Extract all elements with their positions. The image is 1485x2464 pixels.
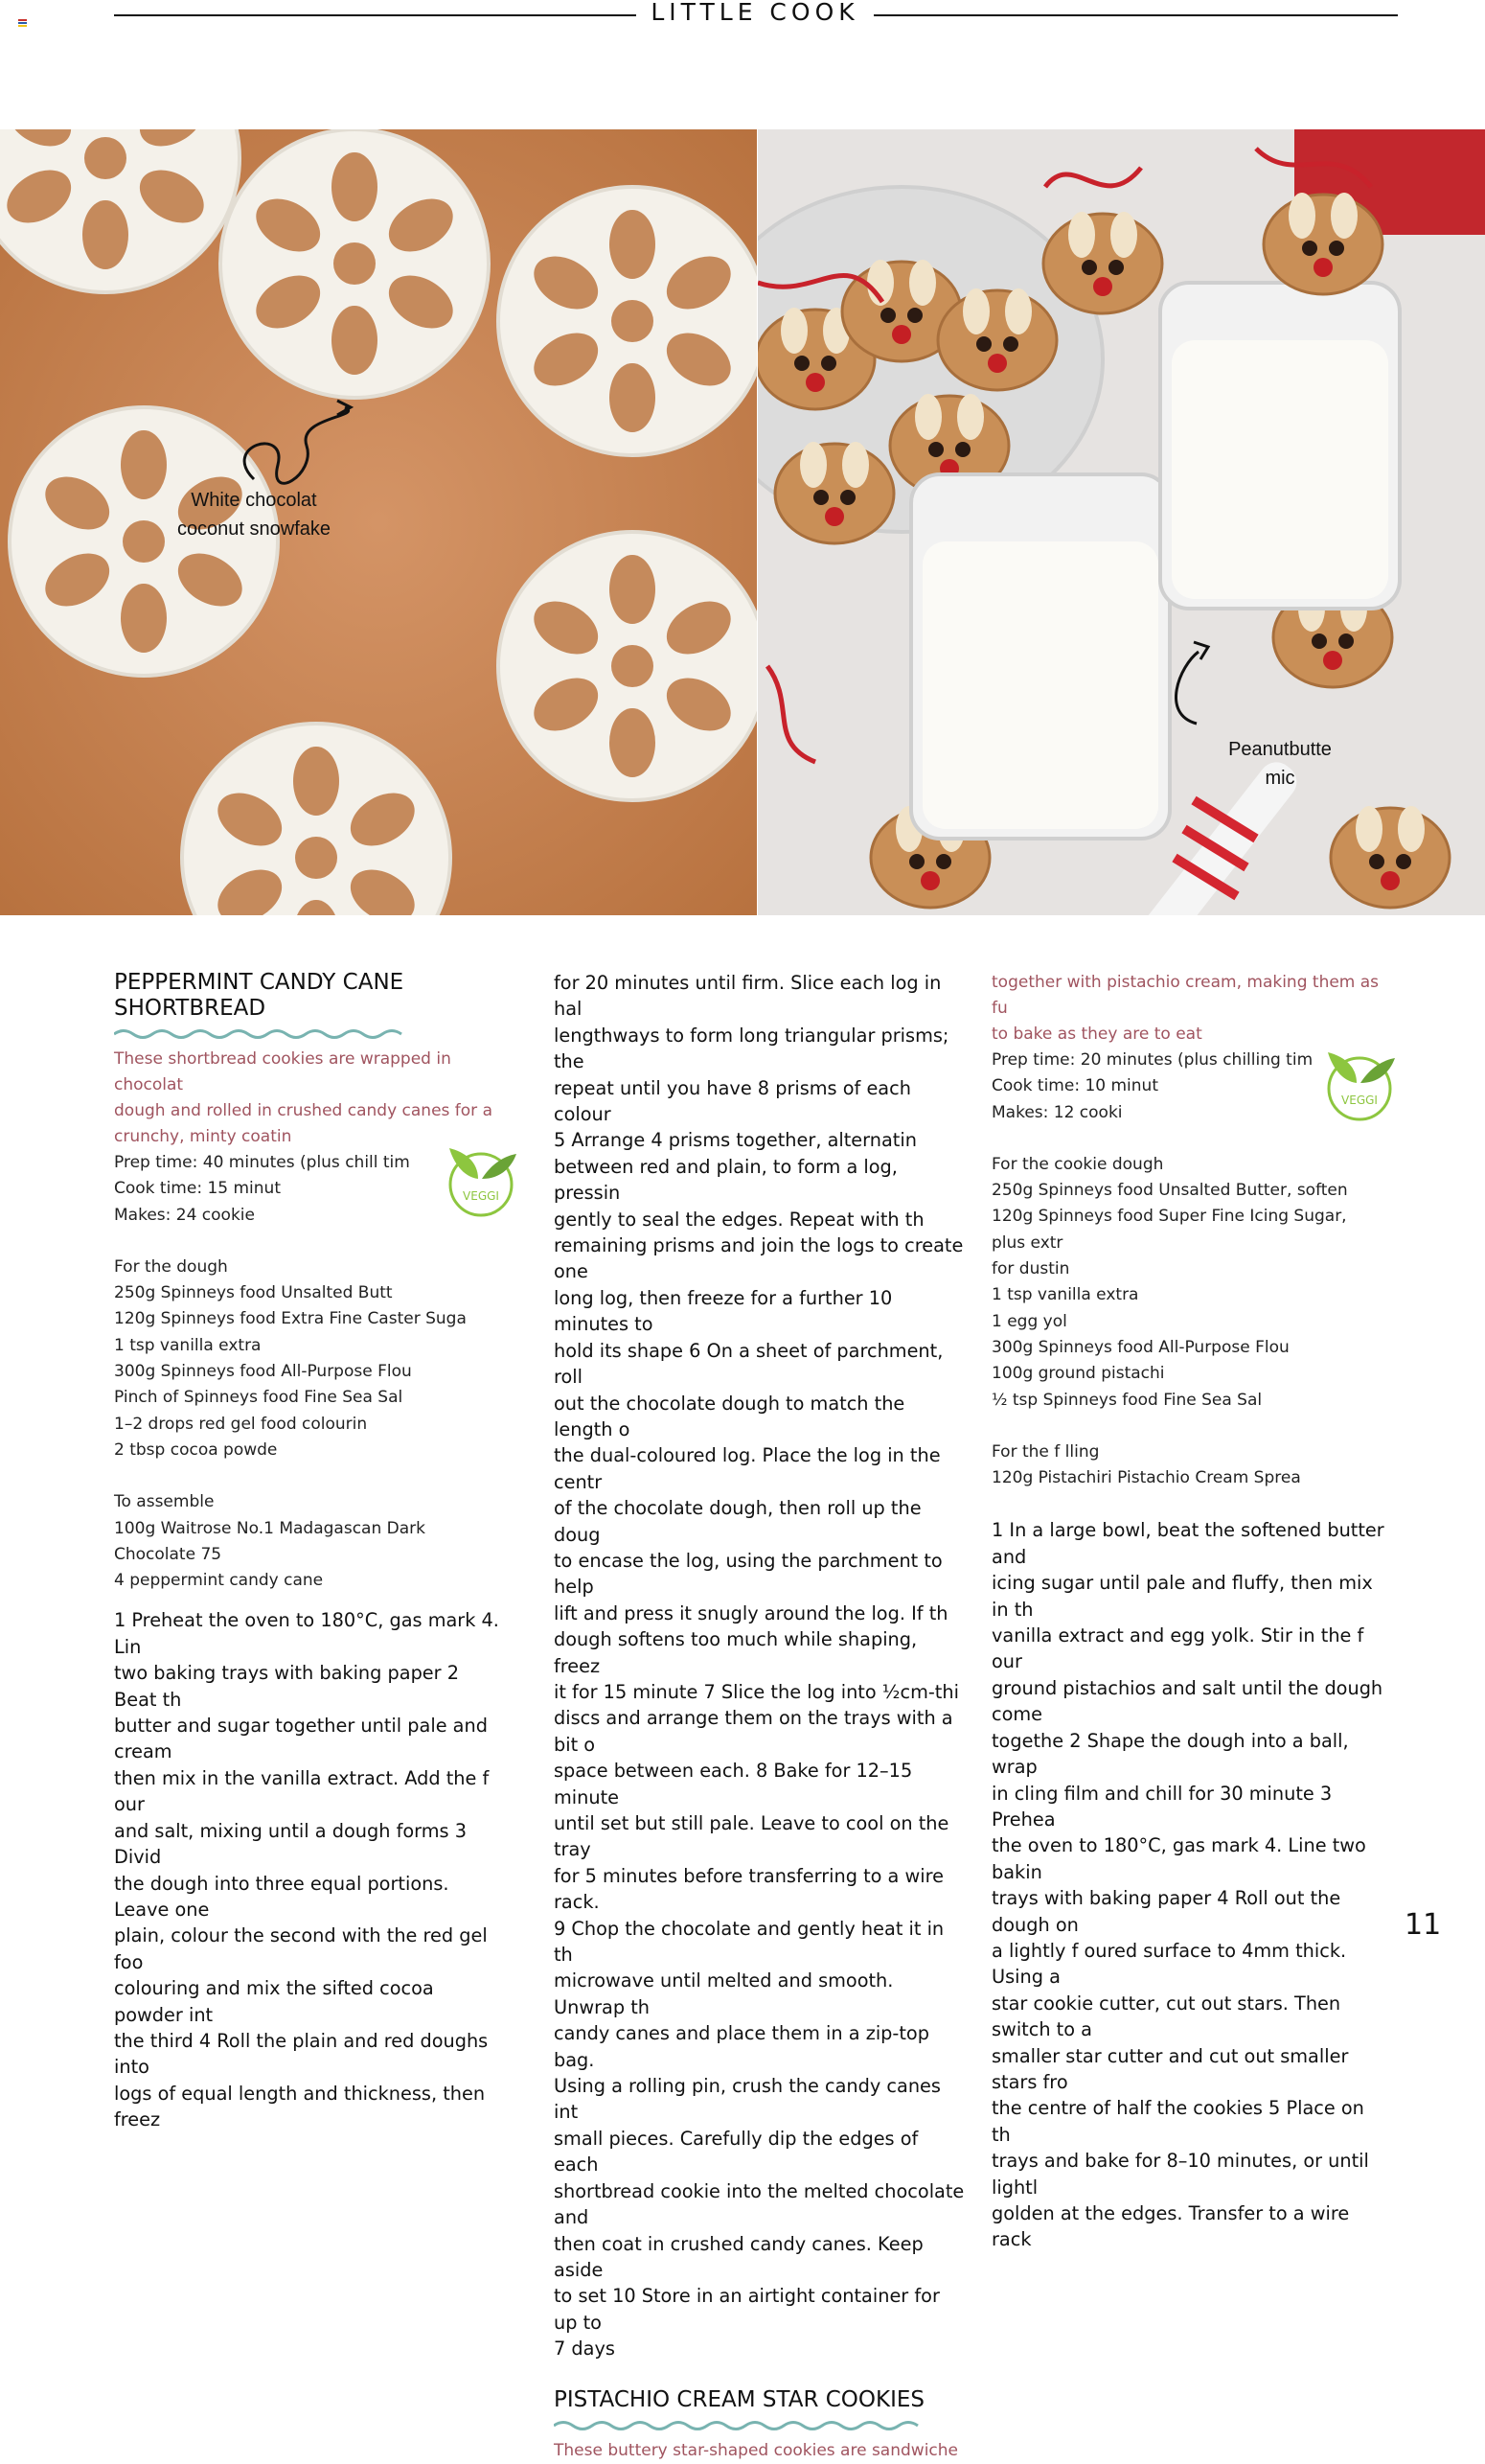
method-line: and salt, mixing until a dough forms 3 Divid — [114, 1819, 467, 1869]
method-line: Using a rolling pin, crush the candy canes int — [554, 2075, 941, 2124]
method-line: the third 4 Roll the plain and red doughs into — [114, 2029, 489, 2079]
magazine-section-title: LITTLE COOK — [651, 0, 859, 26]
snowflake-caption — [144, 486, 364, 543]
method-line: space between each. 8 Bake for 12–15 minute — [554, 1760, 913, 1808]
method-line: the oven to 180°C, gas mark 4. Line two bakin — [992, 1834, 1366, 1883]
method-line: then mix in the vanilla extract. Add the f our — [114, 1766, 490, 1816]
method-line: 1 In a large bowl, beat the softened butter and — [992, 1519, 1384, 1568]
recipe-intro-pistachio: These buttery star-shaped cookies are sandwiche — [554, 2440, 958, 2460]
page-number: 11 — [1405, 1908, 1442, 1942]
ingredients-assemble — [114, 1489, 507, 1594]
cook-time: Cook time: 15 minut — [114, 1179, 281, 1199]
ingredient: 1–2 drops red gel food colourin — [114, 1414, 368, 1434]
method-line: gently to seal the edges. Repeat with th — [554, 1208, 925, 1231]
caption-line: Peanutbutte — [1228, 739, 1332, 760]
wave-divider — [554, 2419, 927, 2432]
ingredient: 100g ground pistachi — [992, 1364, 1165, 1384]
ingredient: 300g Spinneys food All-Purpose Flou — [114, 1362, 412, 1382]
ingredient-heading: For the dough — [114, 1256, 228, 1277]
mice-caption — [1189, 735, 1371, 793]
method-line: out the chocolate dough to match the length o — [554, 1392, 905, 1440]
veggi-label: VEGGI — [463, 1189, 499, 1203]
method-line: smaller star cutter and cut out smaller stars fro — [992, 2044, 1349, 2093]
caption-line: White chocolat — [191, 490, 317, 511]
column-2 — [554, 970, 966, 2464]
method-line: dough softens too much while shaping, freez — [554, 1628, 918, 1677]
method-line: a lightly f oured surface to 4mm thick. Using a — [992, 1939, 1347, 1989]
ingredient: 1 egg yol — [992, 1311, 1067, 1331]
intro-line: crunchy, minty coatin — [114, 1127, 292, 1146]
ingredients-dough — [114, 1255, 507, 1463]
ingredient-heading: For the cookie dough — [992, 1154, 1164, 1174]
method-line: two baking trays with baking paper 2 Beat th — [114, 1662, 459, 1711]
ingredients-cookie-dough — [992, 1152, 1384, 1414]
method-line: ground pistachios and salt until the dough come — [992, 1676, 1383, 1726]
method-text-continued — [554, 970, 966, 2362]
ingredient: 100g Waitrose No.1 Madagascan Dark Chocolate 75 — [114, 1518, 425, 1564]
page-header — [0, 0, 1485, 38]
method-line: candy canes and place them in a zip-top bag. — [554, 2022, 929, 2071]
photo-peanut-butter-mice — [758, 129, 1485, 915]
header-rule-right — [874, 14, 1398, 16]
method-text-pistachio — [992, 1517, 1384, 2252]
caption-line: coconut snowfake — [176, 518, 331, 540]
method-line: small pieces. Carefully dip the edges of each — [554, 2127, 919, 2176]
flag-icon — [18, 19, 27, 27]
snowflake-illustration — [0, 129, 757, 915]
method-line: trays and bake for 8–10 minutes, or until lightl — [992, 2150, 1369, 2199]
ingredients-filling — [992, 1439, 1384, 1492]
photo-snowflake-cookies — [0, 129, 757, 915]
ingredient-heading: To assemble — [114, 1492, 215, 1512]
method-line: in cling film and chill for 30 minute 3 Prehea — [992, 1782, 1333, 1831]
method-line: microwave until melted and smooth. Unwrap th — [554, 1969, 894, 2018]
method-line: lengthways to form long triangular prisms; the — [554, 1024, 949, 1073]
title-line: PEPPERMINT CANDY CANE — [114, 970, 404, 995]
column-3 — [992, 970, 1384, 2253]
method-line: the dual-coloured log. Place the log in the centr — [554, 1444, 941, 1493]
recipe-title-pistachio: PISTACHIO CREAM STAR COOKIES — [554, 2386, 925, 2412]
ingredient: Pinch of Spinneys food Fine Sea Sal — [114, 1388, 403, 1408]
ingredient: 120g Spinneys food Super Fine Icing Sugar, plus extr — [992, 1207, 1347, 1253]
method-line: the dough into three equal portions. Leave one — [114, 1872, 449, 1921]
method-line: star cookie cutter, cut out stars. Then switch to a — [992, 1992, 1341, 2041]
ingredient: 1 tsp vanilla extra — [992, 1285, 1139, 1305]
ingredient: for dustin — [992, 1259, 1070, 1279]
intro-line: to bake as they are to eat — [992, 1025, 1202, 1044]
method-line: to encase the log, using the parchment to help — [554, 1549, 943, 1599]
method-line: golden at the edges. Transfer to a wire rack — [992, 2202, 1350, 2251]
method-line: long log, then freeze for a further 10 minutes to — [554, 1286, 893, 1336]
method-line: plain, colour the second with the red gel foo — [114, 1924, 488, 1973]
recipe-title — [114, 970, 507, 1022]
makes: Makes: 24 cookie — [114, 1205, 255, 1225]
recipe-intro — [114, 1047, 507, 1150]
intro-line: These shortbread cookies are wrapped in chocolat — [114, 1049, 451, 1094]
method-line: until set but still pale. Leave to cool on the tray — [554, 1812, 949, 1861]
method-text — [114, 1607, 507, 2132]
intro-line: dough and rolled in crushed candy canes for a — [114, 1101, 492, 1120]
veggi-label: VEGGI — [1341, 1094, 1378, 1107]
recipe-intro-continued — [992, 970, 1384, 1048]
ingredient: 1 tsp vanilla extra — [114, 1335, 262, 1355]
method-line: colouring and mix the sifted cocoa powder int — [114, 1977, 434, 2026]
title-line: SHORTBREAD — [114, 996, 266, 1021]
method-line: vanilla extract and egg yolk. Stir in the f our — [992, 1624, 1364, 1673]
method-line: shortbread cookie into the melted chocolate and — [554, 2179, 965, 2229]
cook-time: Cook time: 10 minut — [992, 1076, 1158, 1096]
method-line: to set 10 Store in an airtight container for up to — [554, 2285, 940, 2334]
method-line: remaining prisms and join the logs to create one — [554, 1234, 964, 1283]
veggi-badge — [1322, 1045, 1397, 1121]
method-line: trays with baking paper 4 Roll out the dough on — [992, 1887, 1341, 1936]
method-line: togethe 2 Shape the dough into a ball, wrap — [992, 1729, 1349, 1779]
prep-time: Prep time: 40 minutes (plus chill tim — [114, 1153, 410, 1172]
method-line: logs of equal length and thickness, then freez — [114, 2082, 486, 2131]
method-line: lift and press it snugly around the log. If th — [554, 1601, 948, 1624]
caption-line: mic — [1265, 768, 1295, 789]
method-line: hold its shape 6 On a sheet of parchment, roll — [554, 1339, 944, 1389]
method-line: discs and arrange them on the trays with a bit o — [554, 1707, 953, 1756]
ingredient: 250g Spinneys food Unsalted Butt — [114, 1283, 393, 1303]
ingredient: 2 tbsp cocoa powde — [114, 1439, 278, 1460]
method-line: for 5 minutes before transferring to a wire rack. — [554, 1864, 944, 1914]
method-line: butter and sugar together until pale and cream — [114, 1715, 488, 1763]
method-line: icing sugar until pale and fluffy, then mix in th — [992, 1572, 1373, 1621]
method-line: the centre of half the cookies 5 Place on th — [992, 2097, 1364, 2146]
veggi-badge — [444, 1140, 518, 1217]
wave-divider — [114, 1027, 411, 1041]
makes: Makes: 12 cooki — [992, 1102, 1123, 1122]
ingredient: 120g Pistachiri Pistachio Cream Sprea — [992, 1468, 1301, 1488]
ingredient: ½ tsp Spinneys food Fine Sea Sal — [992, 1390, 1263, 1410]
method-line: repeat until you have 8 prisms of each colour — [554, 1076, 911, 1126]
ingredient: 120g Spinneys food Extra Fine Caster Suga — [114, 1309, 467, 1329]
method-line: 7 days — [554, 2337, 615, 2360]
method-line: of the chocolate dough, then roll up the doug — [554, 1497, 922, 1546]
intro-line: together with pistachio cream, making them as fu — [992, 973, 1380, 1018]
method-line: for 20 minutes until firm. Slice each log in hal — [554, 972, 942, 1021]
ingredient: 4 peppermint candy cane — [114, 1571, 324, 1591]
method-line: 5 Arrange 4 prisms together, alternatin — [554, 1129, 917, 1152]
method-line: it for 15 minute 7 Slice the log into ½cm-thi — [554, 1680, 959, 1703]
mice-cookies-illustration — [758, 129, 1485, 915]
method-line: between red and plain, to form a log, pressin — [554, 1155, 898, 1205]
method-line: then coat in crushed candy canes. Keep aside — [554, 2232, 924, 2281]
header-rule-left — [114, 14, 636, 16]
method-line: 1 Preheat the oven to 180°C, gas mark 4. Lin — [114, 1609, 499, 1658]
ingredient: 250g Spinneys food Unsalted Butter, soften — [992, 1181, 1348, 1201]
prep-time: Prep time: 20 minutes (plus chilling tim — [992, 1050, 1314, 1070]
ingredient: 300g Spinneys food All-Purpose Flou — [992, 1337, 1290, 1357]
method-line: 9 Chop the chocolate and gently heat it in th — [554, 1917, 945, 1967]
ingredient-heading: For the f lling — [992, 1441, 1100, 1462]
